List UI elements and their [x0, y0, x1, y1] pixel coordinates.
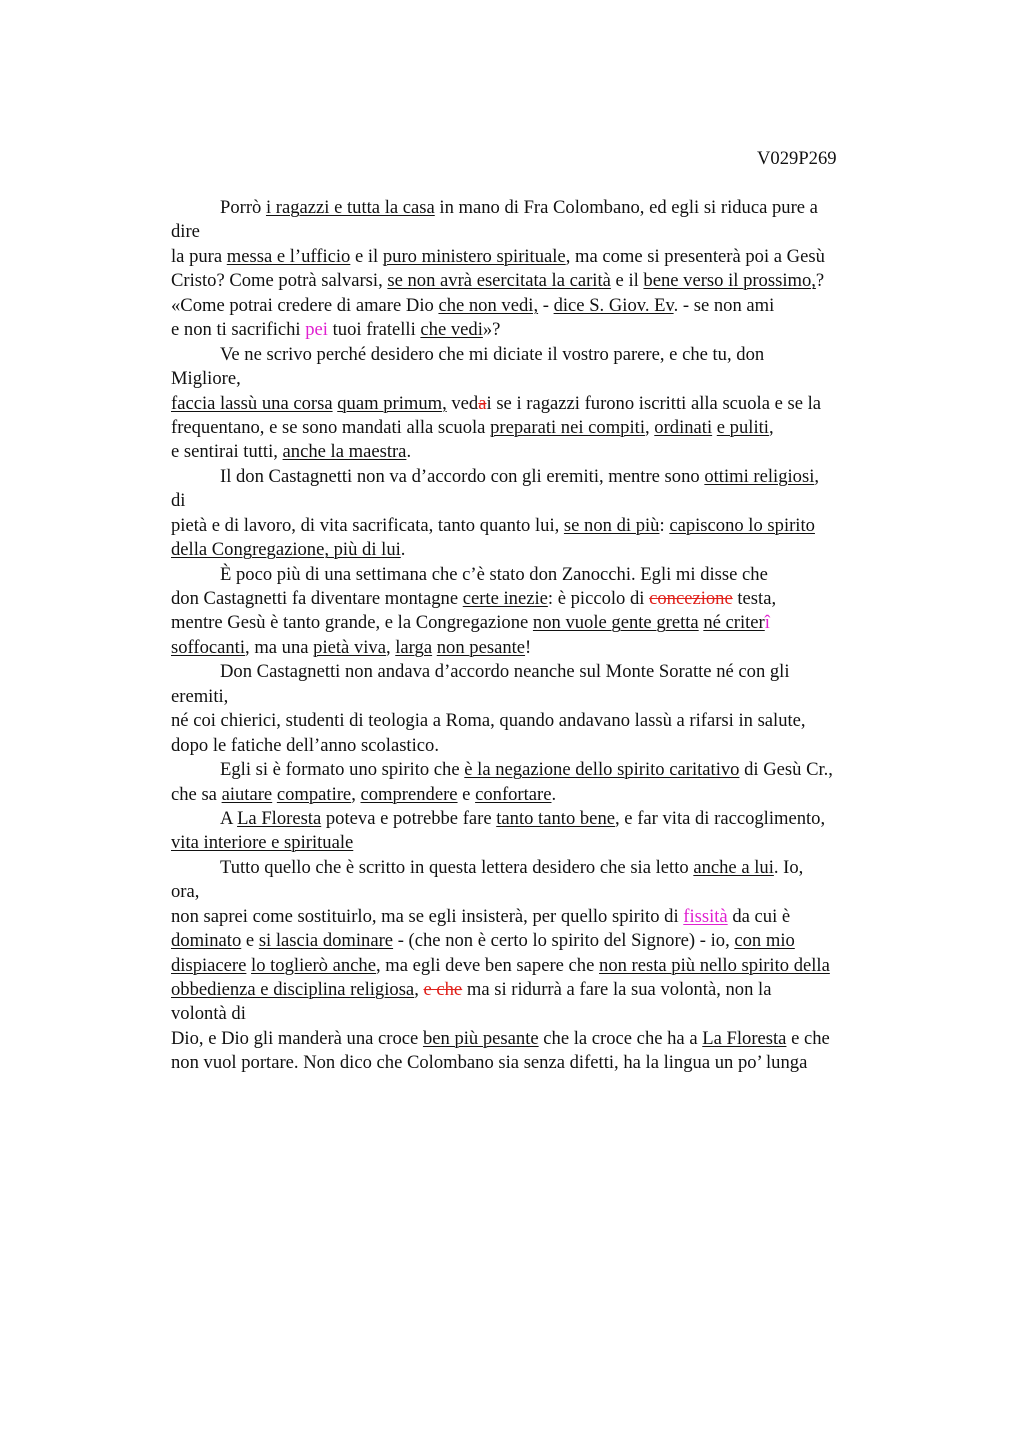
text-segment: la pura: [171, 245, 227, 267]
text-segment: A: [220, 807, 238, 829]
text-segment: Porrò: [220, 197, 266, 218]
text-segment: Ve ne scrivo perché desidero che mi diciate il vostro parere, e che tu, don: [220, 343, 765, 365]
text-segment: , ma egli deve ben sapere che: [375, 954, 600, 976]
text-segment: e che: [423, 979, 463, 1000]
text-segment: né coi chierici, studenti di teologia a Roma, quando andavano lassù a rifarsi in salute,: [171, 710, 806, 732]
text-segment: pietà e di lavoro, di vita sacrificata, tanto quanto lui,: [171, 514, 564, 536]
text-line: [171, 440, 911, 464]
text-segment: poteva e potrebbe fare: [321, 807, 497, 829]
text-line: [171, 709, 911, 733]
text-segment: pietà viva: [313, 636, 386, 658]
text-segment: !: [525, 636, 532, 658]
text-segment: pei: [305, 319, 328, 341]
text-segment: dominato: [171, 930, 242, 952]
text-segment: .: [551, 783, 557, 805]
text-segment: dispiacere: [171, 954, 247, 976]
text-segment: vita interiore e spirituale: [171, 832, 354, 854]
text-line: [171, 880, 911, 904]
text-line: [171, 734, 911, 758]
text-segment: -: [538, 294, 554, 316]
text-line: [171, 416, 911, 440]
text-segment: eremiti,: [171, 685, 229, 707]
text-segment: confortare: [475, 783, 552, 805]
text-segment: di: [171, 490, 186, 512]
text-segment: ,: [768, 416, 774, 438]
text-segment: Don Castagnetti non andava d’accordo neanche sul Monte Soratte né con gli: [220, 661, 790, 683]
text-segment: tanto tanto bene: [496, 807, 615, 829]
text-line: [171, 465, 911, 489]
text-segment: dice S. Giov. Ev: [553, 294, 674, 316]
text-segment: quam primum,: [337, 392, 447, 414]
text-line: [171, 685, 911, 709]
text-segment: Migliore,: [171, 368, 241, 390]
text-segment: obbedienza e disciplina religiosa: [171, 979, 415, 1000]
text-segment: : è piccolo di: [547, 588, 650, 609]
text-line: [171, 245, 911, 269]
text-segment: concezione: [649, 588, 733, 609]
text-segment: mentre Gesù è tanto grande, e la Congregazione: [171, 612, 533, 634]
text-segment: .: [406, 441, 412, 463]
text-segment: non resta più nello spirito della: [599, 954, 830, 976]
text-segment: i se i ragazzi furono iscritti alla scuola e se la: [486, 392, 822, 414]
text-line: [171, 758, 911, 782]
text-segment: e sentirai tutti,: [171, 441, 283, 463]
page-identifier: V029P269: [757, 148, 837, 169]
text-segment: ,: [644, 416, 655, 438]
text-line: [171, 954, 911, 978]
letter-body: [171, 196, 911, 1076]
text-segment: e: [241, 930, 259, 952]
text-segment: che sa: [171, 783, 222, 805]
text-segment: in mano di Fra Colombano, ed egli si riduca pure a: [434, 197, 818, 218]
text-segment: è la negazione dello spirito caritativo: [464, 759, 740, 781]
text-segment: compatire: [276, 783, 352, 805]
text-segment: Dio, e Dio gli manderà una croce: [171, 1027, 423, 1049]
text-segment: faccia lassù una corsa: [171, 392, 333, 414]
text-segment: , e far vita di raccoglimento,: [615, 807, 826, 829]
text-segment: se non di più: [563, 514, 660, 536]
text-line: [171, 636, 911, 660]
text-segment: bene verso il prossimo,: [643, 270, 816, 292]
text-line: [171, 367, 911, 391]
text-segment: ,: [351, 783, 361, 805]
text-segment: .: [400, 539, 406, 561]
text-segment: ,: [814, 465, 820, 487]
text-segment: puro ministero spirituale: [382, 245, 566, 267]
text-line: [171, 905, 911, 929]
text-line: [171, 318, 911, 342]
text-segment: La Floresta: [237, 807, 322, 829]
text-segment: frequentano, e se sono mandati alla scuola: [171, 416, 491, 438]
text-segment: e non ti sacrifichi: [171, 319, 306, 341]
text-line: [171, 611, 911, 635]
text-segment: e: [457, 783, 476, 805]
text-segment: ved: [446, 392, 479, 414]
text-segment: che vedi: [420, 319, 483, 341]
text-segment: della Congregazione, più di lui: [171, 539, 401, 561]
text-segment: da cui è: [727, 905, 791, 927]
text-segment: comprendere: [360, 783, 458, 805]
text-segment: anche a lui: [693, 856, 774, 878]
text-segment: si lascia dominare: [258, 930, 394, 952]
text-segment: ma si ridurrà a fare la sua volontà, non la: [462, 979, 772, 1000]
text-segment: don Castagnetti fa diventare montagne: [171, 588, 463, 609]
text-segment: . - se non ami: [673, 294, 775, 316]
text-line: [171, 783, 911, 807]
text-line: [171, 587, 911, 611]
text-line: [171, 538, 911, 562]
text-segment: non vuole gente gretta: [532, 612, 699, 634]
text-segment: È poco più di una settimana che c’è stato don Zanocchi. Egli mi disse che: [220, 563, 768, 585]
text-line: [171, 489, 911, 513]
text-segment: «Come potrai credere di amare Dio: [171, 294, 439, 316]
text-segment: capiscono lo spirito: [669, 514, 815, 536]
text-segment: e che: [786, 1027, 830, 1049]
text-segment: non saprei come sostituirlo, ma se egli insisterà, per quello spirito di: [171, 905, 684, 927]
text-segment: preparati nei compiti: [490, 416, 645, 438]
text-segment: dopo le fatiche dell’anno scolastico.: [171, 734, 439, 756]
text-segment: lo toglierò anche: [251, 954, 376, 976]
text-segment: né criter: [703, 612, 765, 634]
text-segment: ben più pesante: [422, 1027, 539, 1049]
text-segment: ,: [414, 979, 424, 1000]
text-line: [171, 978, 911, 1002]
text-segment: e puliti: [716, 416, 769, 438]
text-segment: Egli si è formato uno spirito che: [220, 759, 465, 781]
text-segment: ora,: [171, 881, 200, 903]
text-segment: che non vedi,: [438, 294, 539, 316]
text-segment: fissità: [683, 905, 728, 927]
text-line: [171, 343, 911, 367]
text-segment: ?: [815, 270, 825, 292]
text-line: [171, 807, 911, 831]
text-segment: Il don Castagnetti non va d’accordo con gli eremiti, mentre sono: [220, 465, 705, 487]
text-segment: Cristo? Come potrà salvarsi,: [171, 270, 388, 292]
text-segment: - (che non è certo lo spirito del Signore) - io,: [393, 930, 735, 952]
text-line: [171, 392, 911, 416]
text-line: [171, 1027, 911, 1051]
text-segment: con mio: [734, 930, 795, 952]
text-segment: :: [659, 514, 670, 536]
text-segment: e il: [610, 270, 644, 292]
text-segment: dire: [171, 221, 200, 243]
text-segment: soffocanti: [171, 636, 246, 658]
text-segment: Tutto quello che è scritto in questa lettera desidero che sia letto: [220, 856, 694, 878]
text-segment: larga: [395, 636, 433, 658]
text-line: [171, 1051, 911, 1075]
text-segment: a: [478, 392, 487, 414]
text-segment: ottimi religiosi: [704, 465, 815, 487]
text-segment: non vuol portare. Non dico che Colombano sia senza difetti, ha la lingua un po’ lunga: [171, 1052, 808, 1074]
text-segment: testa,: [732, 588, 777, 609]
text-segment: di Gesù Cr.,: [739, 759, 833, 781]
text-line: [171, 196, 911, 220]
text-segment: aiutare: [221, 783, 273, 805]
text-line: [171, 1002, 911, 1026]
text-segment: î: [764, 612, 770, 634]
text-segment: non pesante: [436, 636, 526, 658]
text-segment: che la croce che ha a: [538, 1027, 703, 1049]
text-line: [171, 856, 911, 880]
text-segment: e il: [350, 245, 383, 267]
text-line: [171, 269, 911, 293]
text-segment: , ma come si presenterà poi a Gesù: [565, 245, 825, 267]
text-segment: ordinati: [654, 416, 713, 438]
text-segment: La Floresta: [702, 1027, 787, 1049]
text-segment: volontà di: [171, 1003, 246, 1025]
text-segment: i ragazzi e tutta la casa: [265, 197, 435, 218]
text-line: [171, 563, 911, 587]
text-line: [171, 514, 911, 538]
text-segment: messa e l’ufficio: [226, 245, 351, 267]
text-segment: se non avrà esercitata la carità: [387, 270, 611, 292]
text-line: [171, 929, 911, 953]
text-line: [171, 220, 911, 244]
text-segment: certe inezie: [462, 588, 548, 609]
text-segment: tuoi fratelli: [327, 319, 421, 341]
text-line: [171, 294, 911, 318]
text-segment: ,: [385, 636, 396, 658]
text-line: [171, 660, 911, 684]
text-segment: , ma una: [245, 636, 314, 658]
text-segment: . Io,: [773, 856, 804, 878]
text-segment: anche la maestra: [282, 441, 407, 463]
text-line: [171, 831, 911, 855]
text-segment: »?: [482, 319, 501, 341]
